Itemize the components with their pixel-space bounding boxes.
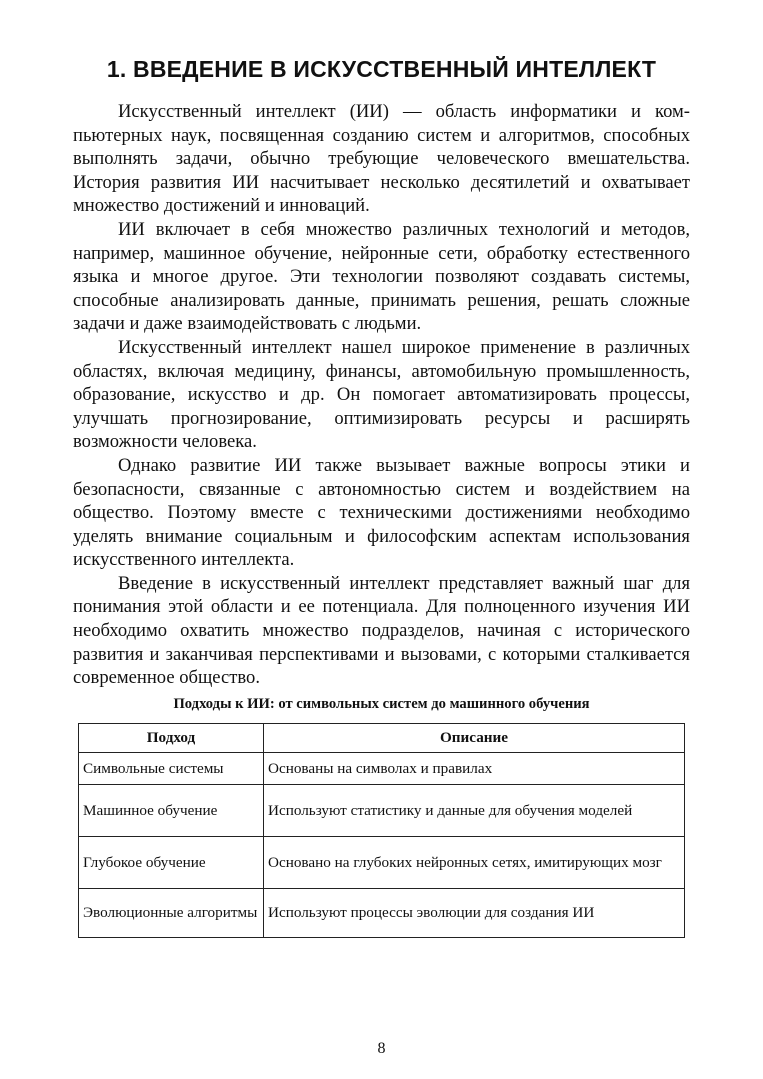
description-cell: Используют процессы эволюции для создания ИИ	[264, 889, 685, 938]
paragraph-3: Искусственный интеллект нашел широкое применение в различных областях, включая медицину, финансы, автомобильную промышленность, образование, искусство и др. Он помогает автоматизировать процессы, улучшать прогнозирование, оптимизировать ресурсы и расширять возможности человека.	[73, 336, 690, 453]
description-cell: Используют статистику и данные для обучения моделей	[264, 785, 685, 837]
chapter-title: 1. ВВЕДЕНИЕ В ИСКУССТВЕННЫЙ ИНТЕЛЛЕКТ	[106, 56, 657, 82]
paragraph-4: Однако развитие ИИ также вызывает важные вопросы этики и безопасности, связанные с автономностью систем и воздействием на общество. Поэтому вместе с техническими достижениями необходимо уделять внимание социальным и философским аспектам использования искусственного интеллекта.	[73, 454, 690, 571]
approach-cell: Эволюционные алгоритмы	[79, 889, 264, 938]
paragraph-1: Искусственный интеллект (ИИ) — область информатики и компьютерных наук, посвященная созданию систем и алгоритмов, способных выполнять задачи, обычно требующие человеческого вмешательства. История развития ИИ насчитывает несколько десятилетий и охватывает множество достижений и инноваций.	[73, 101, 690, 217]
table-header-row	[79, 724, 685, 753]
table-row	[79, 753, 685, 785]
body-text	[73, 100, 690, 690]
description-cell: Основаны на символах и правилах	[264, 753, 685, 785]
approach-cell: Глубокое обучение	[79, 837, 264, 889]
table-row	[79, 889, 685, 938]
page-number: 8	[377, 1040, 386, 1057]
table-row	[79, 837, 685, 889]
table-row	[79, 785, 685, 837]
header-description: Описание	[264, 724, 685, 753]
table-caption: Подходы к ИИ: от символьных систем до машинного обучения	[173, 696, 590, 712]
approach-cell: Машинное обучение	[79, 785, 264, 837]
approaches-table	[78, 723, 685, 938]
paragraph-2: ИИ включает в себя множество различных технологий и методов, например, машинное обучение, нейронные сети, обработку естественного языка и многое другое. Эти технологии позволяют создавать системы, способные анализировать данные, принимать решения, решать сложные задачи и даже взаимодействовать с людьми.	[73, 218, 690, 335]
paragraph-5: Введение в искусственный интеллект представляет важный шаг для понимания этой области и ее потенциала. Для полноценного изучения ИИ необходимо охватить множество подразделов, начиная с исторического развития и заканчивая перспективами и вызовами, с которыми сталкивается современное общество.	[73, 572, 690, 689]
approach-cell: Символьные системы	[79, 753, 264, 785]
description-cell: Основано на глубоких нейронных сетях, имитирующих мозг	[264, 837, 685, 889]
header-approach: Подход	[79, 724, 264, 753]
